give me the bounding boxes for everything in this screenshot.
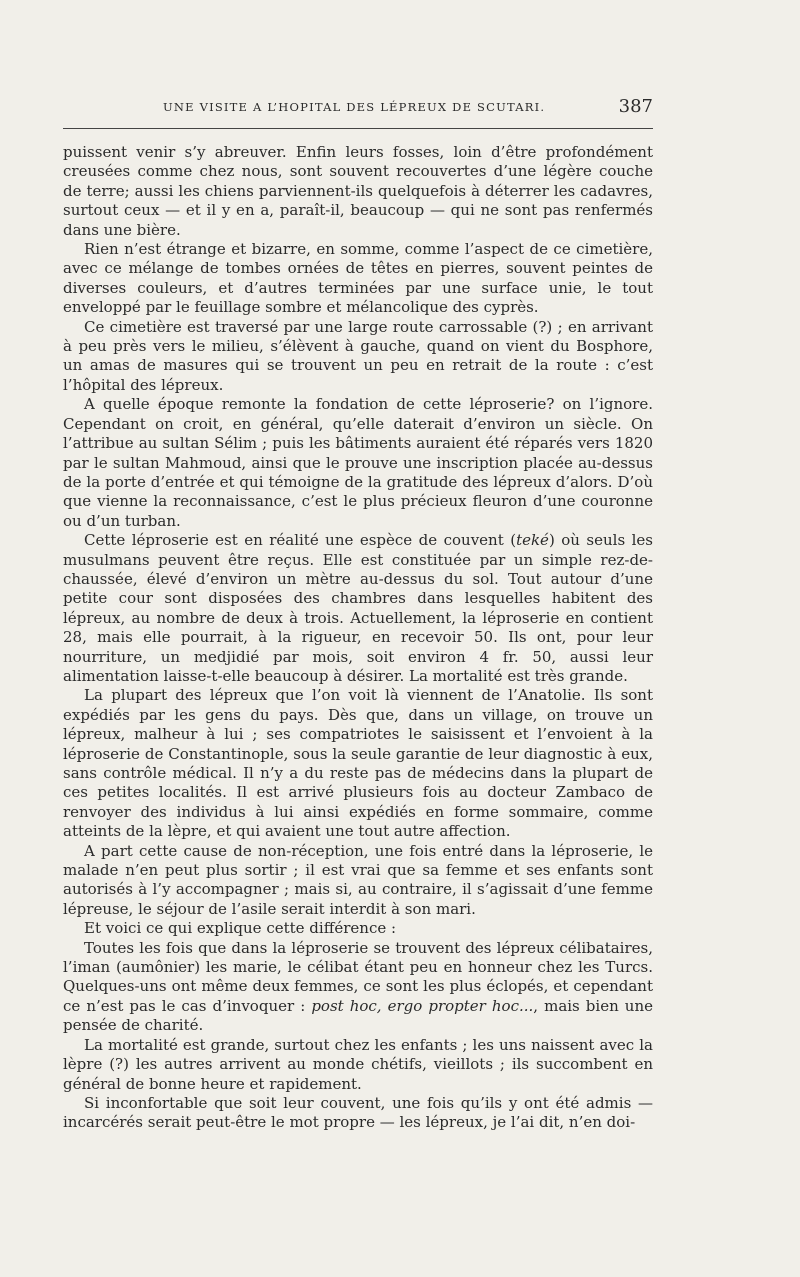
running-head	[63, 96, 653, 122]
text-run: Toutes les fois que dans la léproserie se trouvent des lépreux célibataires, l’iman (aumônier) les marie, le célibat étant peu en honneur chez les Turcs. Quelques-uns ont même deux femmes, ce sont les plus éclopés, et cependant ce n’est pas le cas d’invoquer :	[63, 938, 653, 1015]
paragraph: La mortalité est grande, surtout chez les enfants ; les uns naissent avec la lèpre (?) les autres arrivent au monde chétifs, vieillots ; ils succombent en général de bonne heure et rapidement.	[63, 1035, 653, 1093]
paragraph: Et voici ce qui explique cette différence :	[84, 919, 397, 938]
running-title: UNE VISITE A L’HOPITAL DES LÉPREUX DE SCUTARI.	[163, 100, 546, 114]
paragraph: A part cette cause de non-réception, une fois entré dans la léproserie, le malade n’en peut plus sortir ; il est vrai que sa femme et ses enfants sont autorisés à l’y accompagner ; mais si, au contraire, il s’agissait d’une femme lépreuse, le séjour de l’asile serait interdit à son mari.	[63, 841, 653, 918]
text-run: Cette léproserie est en réalité une espèce de couvent (	[84, 531, 517, 550]
paragraph: Rien n’est étrange et bizarre, en somme, comme l’aspect de ce cimetière, avec ce mélange de tombes ornées de têtes en pierres, souvent peintes de diverses couleurs, et d’autres terminées par une surface unie, le tout enveloppé par le feuillage sombre et mélancolique des cyprès.	[63, 240, 653, 317]
italic-latin-phrase: post hoc, ergo propter hoc...	[311, 996, 534, 1015]
text-run: , mais bien une pensée de charité.	[63, 996, 653, 1035]
text-run: ) où seuls les musulmans peuvent être reçus. Elle est constituée par un simple rez-de-chaussée, élevé d’environ un mètre au-dessus du sol. Tout autour d’une petite cour sont disposées des chambres dans lesquelles habitent des lépreux, au nombre de deux à trois. Actuellement, la léproserie en contient 28, mais elle pourrait, à la rigueur, en recevoir 50. Ils ont, pour leur nourriture, un medjidié par mois, soit environ 4 fr. 50, aussi leur alimentation laisse-t-elle beaucoup à désirer. La mortalité est très grande.	[63, 531, 654, 685]
paragraph: puissent venir s’y abreuver. Enfin leurs fosses, loin d’être profondément creusées comme chez nous, sont souvent recouvertes d’une légère couche de terre; aussi les chiens parviennent-ils quelquefois à déterrer les cadavres, surtout ceux — et il y en a, paraît-il, beaucoup — qui ne sont pas renfermés dans une bière.	[63, 143, 653, 239]
paragraph: La plupart des lépreux que l’on voit là viennent de l’Anatolie. Ils sont expédiés par les gens du pays. Dès que, dans un village, on trouve un lépreux, malheur à lui ; ses compatriotes le saisissent et l’envoient à la léproserie de Constantinople, sous la seule garantie de leur diagnostic à eux, sans contrôle médical. Il n’y a du reste pas de médecins dans la plupart de ces petites localités. Il est arrivé plusieurs fois au docteur Zambaco de renvoyer des individus à lui ainsi expédiés en forme sommaire, comme atteints de la lèpre, et qui avaient une tout autre affection.	[63, 686, 653, 841]
paragraph	[63, 939, 653, 1036]
paragraph: Si inconfortable que soit leur couvent, une fois qu’ils y ont été admis — incarcérés serait peut-être le mot propre — les lépreux, je l’ai dit, n’en doi-	[63, 1093, 653, 1132]
paragraph: Ce cimetière est traversé par une large route carrossable (?) ; en arrivant à peu près vers le milieu, s’élèvent à gauche, quand on vient du Bosphore, un amas de masures qui se trouvent un peu en retrait de la route : c’est l’hôpital des lépreux.	[63, 317, 653, 394]
header-rule	[63, 128, 653, 129]
italic-term: teké	[516, 531, 549, 550]
paragraph	[63, 531, 653, 686]
paragraph: A quelle époque remonte la fondation de cette léproserie? on l’ignore. Cependant on croit, en général, qu’elle daterait d’environ un siècle. On l’attribue au sultan Sélim ; puis les bâtiments auraient été réparés vers 1820 par le sultan Mahmoud, ainsi que le prouve une inscription placée au-dessus de la porte d’entrée et qui témoigne de la gratitude des lépreux d’alors. D’où que vienne la reconnaissance, c’est le plus précieux fleuron d’une couronne ou d’un turban.	[63, 395, 653, 530]
body-text	[63, 143, 653, 1133]
page-number: 387	[618, 96, 653, 117]
